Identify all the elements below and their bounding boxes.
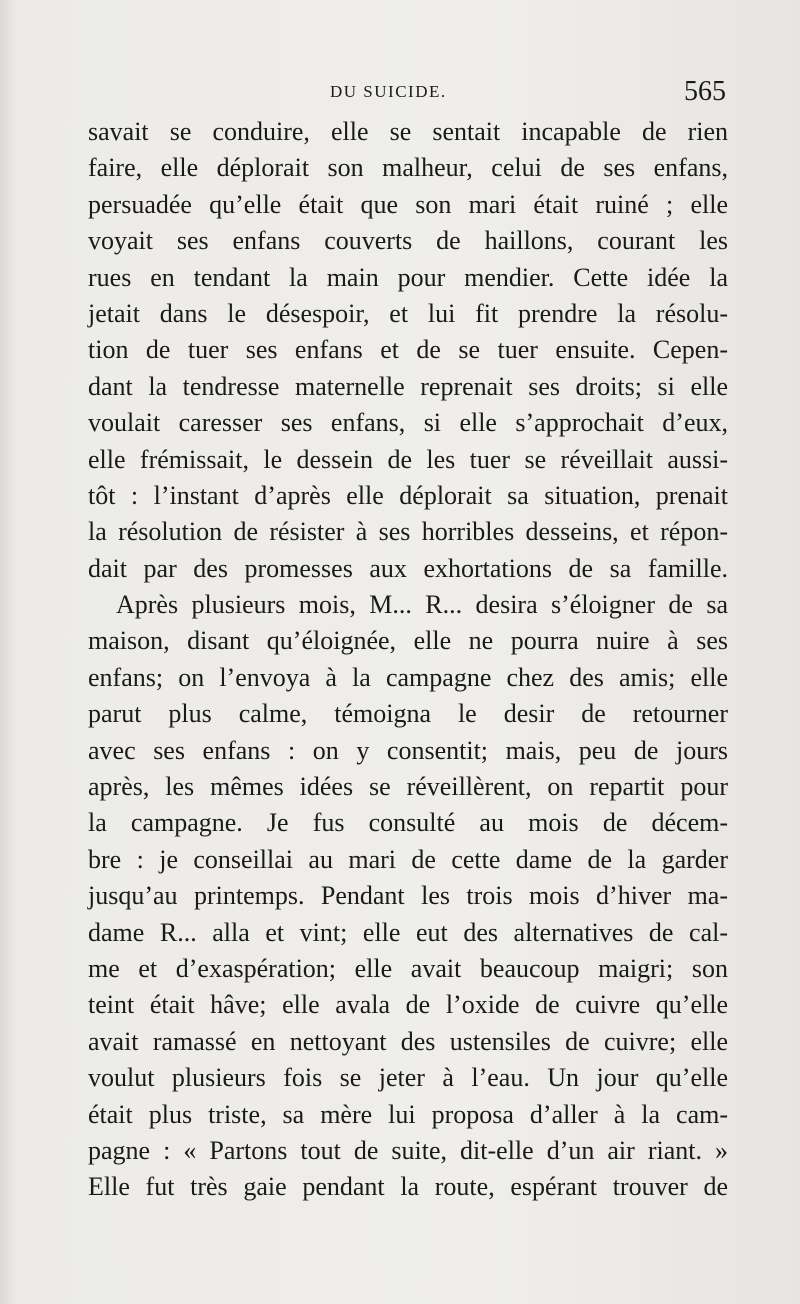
text-line: pagne : « Partons tout de suite, dit-elle d’un air riant. » [88, 1135, 728, 1165]
page-header [88, 76, 728, 108]
text-line: dame R... alla et vint; elle eut des alternatives de cal- [88, 917, 728, 947]
text-line: Après plusieurs mois, M... R... desira s’éloigner de sa [116, 590, 728, 620]
text-line: savait se conduire, elle se sentait incapable de rien [88, 117, 728, 146]
text-line: me et d’exaspération; elle avait beaucoup maigri; son [88, 953, 728, 983]
text-line: rues en tendant la main pour mendier. Cette idée la [88, 262, 728, 292]
text-line: tôt : l’instant d’après elle déplorait sa situation, prenait [88, 480, 728, 510]
text-line: voyait ses enfans couverts de haillons, courant les [88, 226, 728, 256]
text-line: était plus triste, sa mère lui proposa d’aller à la cam- [88, 1099, 728, 1129]
text-line: persuadée qu’elle était que son mari était ruiné ; elle [88, 189, 728, 219]
text-line: voulait caresser ses enfans, si elle s’approchait d’eux, [88, 408, 728, 438]
text-line: elle frémissait, le dessein de les tuer se réveillait aussi- [88, 444, 728, 474]
running-head: DU SUICIDE. [330, 82, 447, 101]
text-line: dant la tendresse maternelle reprenait ses droits; si elle [88, 371, 728, 401]
page-number: 565 [684, 76, 726, 107]
text-line: après, les mêmes idées se réveillèrent, on repartit pour [88, 772, 728, 802]
text-line: la résolution de résister à ses horribles desseins, et répon- [88, 517, 728, 547]
text-line: avait ramassé en nettoyant des ustensiles de cuivre; elle [88, 1026, 728, 1056]
text-line: teint était hâve; elle avala de l’oxide de cuivre qu’elle [88, 990, 728, 1020]
text-line: voulut plusieurs fois se jeter à l’eau. Un jour qu’elle [88, 1063, 728, 1093]
body-text [88, 114, 728, 1206]
text-line: tion de tuer ses enfans et de se tuer ensuite. Cepen- [88, 335, 728, 365]
text-line: faire, elle déplorait son malheur, celui de ses enfans, [88, 153, 728, 183]
text-line: maison, disant qu’éloignée, elle ne pourra nuire à ses [88, 626, 728, 656]
text-line: Elle fut très gaie pendant la route, espérant trouver de [88, 1172, 728, 1202]
text-line: la campagne. Je fus consulté au mois de décem- [88, 808, 728, 838]
text-line: dait par des promesses aux exhortations de sa famille. [88, 553, 728, 583]
text-line: parut plus calme, témoigna le desir de retourner [88, 699, 728, 729]
text-line: bre : je conseillai au mari de cette dame de la garder [88, 844, 728, 874]
text-line: jusqu’au printemps. Pendant les trois mois d’hiver ma- [88, 881, 728, 911]
text-line: enfans; on l’envoya à la campagne chez des amis; elle [88, 662, 728, 692]
text-line: jetait dans le désespoir, et lui fit prendre la résolu- [88, 298, 728, 328]
text-line: avec ses enfans : on y consentit; mais, peu de jours [88, 735, 728, 765]
